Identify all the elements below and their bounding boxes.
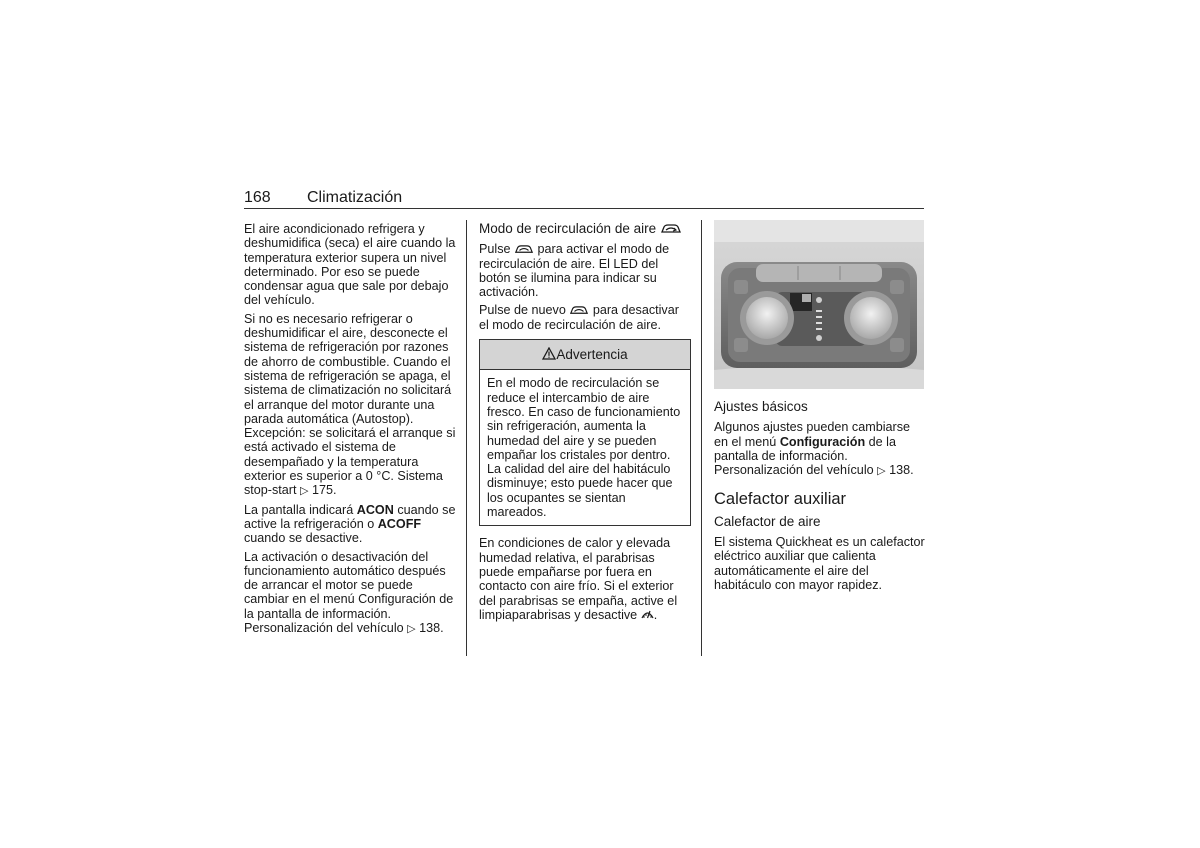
- section-heading: Calefactor de aire: [714, 513, 821, 529]
- paragraph: Algunos ajustes pueden cambiarse en el menú Configuración de la pantalla de información. Personalización del vehículo ▷ 138.: [714, 420, 914, 478]
- paragraph-text: cuando se active la refrigeración o: [244, 502, 456, 531]
- paragraph-text: La pantalla indicará: [244, 502, 357, 517]
- recirculation-icon: [514, 244, 534, 255]
- paragraph: [479, 303, 691, 332]
- paragraph-text: de la pantalla de información. Personalización del vehículo: [714, 434, 896, 478]
- section-title: Calefactor auxiliar: [714, 490, 847, 509]
- windshield-wiper-icon: [641, 608, 654, 620]
- paragraph-text: Algunos ajustes pueden cambiarse en el menú: [714, 420, 911, 449]
- warning-box: [479, 339, 691, 526]
- reference-arrow-icon: ▷: [407, 623, 416, 636]
- paragraph: En condiciones de calor y elevada humedad relativa, el parabrisas puede empañarse por fuera en contacto con aire frío. Si el exterior del parabrisas se empaña, active el limpiaparabrisas y desactive .: [479, 536, 678, 622]
- warning-text: En el modo de recirculación se reduce el intercambio de aire fresco. En caso de funcionamiento sin refrigeración, aumenta la humedad del aire y se pueden empañar los cristales por dentro. La calidad del aire del habitáculo disminuye; esto puede hacer que los ocupantes se sientan mareados.: [487, 376, 681, 520]
- column-divider-1: [466, 220, 467, 656]
- paragraph-text: para desactivar el modo de recirculación de aire.: [479, 303, 679, 332]
- paragraph: El sistema Quickheat es un calefactor eléctrico auxiliar que calienta automáticamente el aire del habitáculo con mayor rapidez.: [714, 535, 925, 592]
- paragraph: El aire acondicionado refrigera y deshumidifica (seca) el aire cuando la temperatura exterior supera un nivel determinado. Por eso se puede condensar agua que sale por debajo del vehículo.: [244, 222, 456, 308]
- paragraph-text: Si no es necesario refrigerar o deshumidificar el aire, desconecte el sistema de refrigeración por razones de ahorro de combustible. Cuando el sistema de refrigeración se apaga, el sistema de climatización no solicitará el arranque del motor durante una parada automática (Autostop). Excepción: se solicitará el arranque si está activado el sistema de desempañado y la temperatura exterior es superior a 0 °C. Sistema stop-start: [244, 311, 456, 498]
- paragraph-text: para activar el modo de recirculación de aire. El LED del botón se ilumina para indicar su activación.: [479, 242, 670, 300]
- warning-triangle-icon: [542, 347, 556, 360]
- column-1: [244, 222, 456, 640]
- paragraph: [244, 503, 456, 546]
- page-number: 168: [244, 189, 271, 206]
- reference-arrow-icon: ▷: [877, 465, 886, 478]
- recirculation-icon: [569, 305, 589, 316]
- paragraph-text: cuando se desactive.: [244, 531, 363, 546]
- page-reference: 175: [311, 483, 333, 498]
- page-reference: 138: [889, 463, 911, 478]
- paragraph: La activación o desactivación del funcionamiento automático después de arrancar el motor se puede cambiar en el menú Configuración de la pantalla de información. Personalización del vehículo ▷ 138.: [244, 549, 454, 636]
- paragraph-text: La activación o desactivación del funcionamiento automático después de arrancar el motor se puede cambiar en el menú Configuración de la pantalla de información. Personalización del vehículo: [244, 549, 454, 636]
- climate-control-panel-photo: [714, 220, 924, 389]
- section-heading: [479, 222, 691, 236]
- paragraph: Si no es necesario refrigerar o deshumidificar el aire, desconecte el sistema de refrigeración por razones de ahorro de combustible. Cuando el sistema de refrigeración se apaga, el sistema de climatización no solicitará el arranque del motor durante una parada automática (Autostop). Excepción: se solicitará el arranque si está activado el sistema de desempañado y la temperatura exterior es superior a 0 °C. Sistema stop-start ▷ 175.: [244, 311, 456, 498]
- paragraph-text: En condiciones de calor y elevada humedad relativa, el parabrisas puede empañarse por fuera en contacto con aire frío. Si el exterior del parabrisas se empaña, active el limpiaparabrisas y desactive: [479, 536, 678, 622]
- column-divider-2: [701, 220, 702, 656]
- paragraph-text: Pulse: [479, 242, 511, 257]
- heading-text: Modo de recirculación de aire: [479, 221, 657, 236]
- column-3: [714, 400, 926, 596]
- acoff-label: ACOFF: [377, 516, 422, 531]
- paragraph: [479, 242, 691, 299]
- paragraph-text: Pulse de nuevo: [479, 303, 566, 318]
- header-rule: [244, 208, 924, 209]
- acon-label: ACON: [356, 502, 394, 517]
- warning-title: Advertencia: [556, 347, 628, 363]
- warning-header: [480, 340, 690, 370]
- page-reference: 138: [419, 621, 441, 636]
- chapter-title: Climatización: [307, 189, 403, 206]
- reference-arrow-icon: ▷: [300, 485, 309, 498]
- section-heading: Ajustes básicos: [714, 399, 808, 414]
- recirculation-icon: [660, 223, 682, 235]
- column-2: [479, 222, 691, 626]
- menu-label: Configuración: [779, 434, 866, 449]
